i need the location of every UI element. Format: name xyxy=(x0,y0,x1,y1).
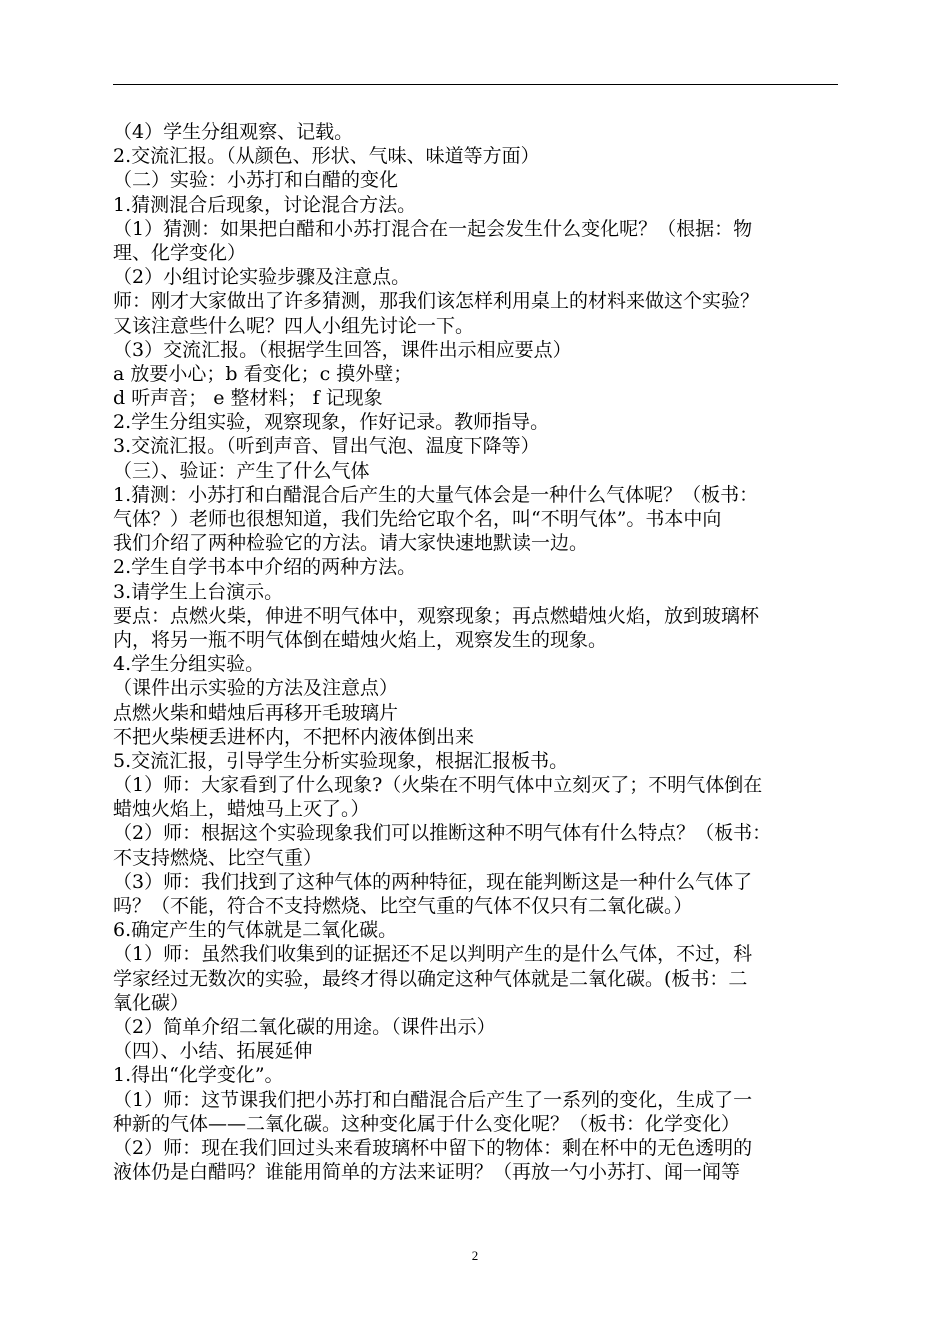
text-line: （2）师：根据这个实验现象我们可以推断这种不明气体有什么特点？（板书： xyxy=(113,822,772,845)
text-line: （1）师：虽然我们收集到的证据还不足以判明产生的是什么气体，不过，科 xyxy=(113,943,753,966)
text-line: 1.猜测混合后现象，讨论混合方法。 xyxy=(113,193,417,216)
text-line: （课件出示实验的方法及注意点） xyxy=(113,677,399,700)
text-line: 不支持燃烧、比空气重） xyxy=(113,846,323,869)
text-line: （1）猜测：如果把白醋和小苏打混合在一起会发生什么变化呢？（根据：物 xyxy=(113,217,753,240)
text-line: 2.交流汇报。（从颜色、形状、气味、味道等方面） xyxy=(113,145,540,168)
text-line: （2）简单介绍二氧化碳的用途。（课件出示） xyxy=(113,1015,496,1038)
text-line: 我们介绍了两种检验它的方法。请大家快速地默读一边。 xyxy=(113,532,589,555)
text-line: 气体？）老师也很想知道，我们先给它取个名，叫“不明气体”。书本中向 xyxy=(113,508,722,530)
text-line: d 听声音； e 整材料； f 记现象 xyxy=(113,387,383,410)
text-line: （1）师：这节课我们把小苏打和白醋混合后产生了一系列的变化，生成了一 xyxy=(113,1088,753,1111)
text-line: （四）、小结、拓展延伸 xyxy=(113,1040,313,1063)
text-line: （3）交流汇报。（根据学生回答，课件出示相应要点） xyxy=(113,338,572,361)
text-line: 要点：点燃火柴，伸进不明气体中，观察现象；再点燃蜡烛火焰，放到玻璃杯 xyxy=(113,604,760,627)
text-line: 师：刚才大家做出了许多猜测，那我们该怎样利用桌上的材料来做这个实验？ xyxy=(113,290,760,313)
text-line: 4.学生分组实验。 xyxy=(113,653,265,676)
text-line: 3.交流汇报。（听到声音、冒出气泡、温度下降等） xyxy=(113,435,540,458)
text-line: 点燃火柴和蜡烛后再移开毛玻璃片 xyxy=(113,701,399,724)
text-line: 学家经过无数次的实验，最终才得以确定这种气体就是二氧化碳。(板书：二 xyxy=(113,967,748,990)
text-line: （2）师：现在我们回过头来看玻璃杯中留下的物体：剩在杯中的无色透明的 xyxy=(113,1136,753,1159)
text-line: 1.得出“化学变化”。 xyxy=(113,1064,284,1087)
page-number: 2 xyxy=(471,1248,479,1263)
text-line: 氧化碳） xyxy=(113,991,190,1014)
header-rule xyxy=(113,84,838,85)
text-line: 5.交流汇报，引导学生分析实验现象，根据汇报板书。 xyxy=(113,749,569,772)
text-line: 液体仍是白醋吗？谁能用简单的方法来证明？（再放一勺小苏打、闻一闻等 xyxy=(113,1161,741,1184)
text-line: 蜡烛火焰上，蜡烛马上灭了。） xyxy=(113,798,370,821)
text-line: 种新的气体——二氧化碳。这种变化属于什么变化呢？（板书：化学变化） xyxy=(113,1112,741,1135)
text-line: a 放要小心；b 看变化；c 摸外壁； xyxy=(113,362,413,385)
text-line: 不把火柴梗丢进杯内，不把杯内液体倒出来 xyxy=(113,725,475,748)
text-line: （3）师：我们找到了这种气体的两种特征，现在能判断这是一种什么气体了 xyxy=(113,870,753,893)
text-line: 又该注意些什么呢？四人小组先讨论一下。 xyxy=(113,314,475,337)
text-line: （三）、验证：产生了什么气体 xyxy=(113,459,370,482)
text-line: 2.学生自学书本中介绍的两种方法。 xyxy=(113,556,417,579)
text-line: （2）小组讨论实验步骤及注意点。 xyxy=(113,266,411,289)
text-line: （4）学生分组观察、记载。 xyxy=(113,121,354,143)
text-line: 1.猜测：小苏打和白醋混合后产生的大量气体会是一种什么气体呢？（板书： xyxy=(113,483,759,506)
text-line: （1）师：大家看到了什么现象?（火柴在不明气体中立刻灭了；不明气体倒在 xyxy=(113,774,763,797)
text-line: 3.请学生上台演示。 xyxy=(113,580,284,603)
text-line: 2.学生分组实验，观察现象，作好记录。教师指导。 xyxy=(113,411,550,434)
text-line: 内，将另一瓶不明气体倒在蜡烛火焰上，观察发生的现象。 xyxy=(113,628,608,651)
body-text xyxy=(113,120,838,1184)
text-line: 6.确定产生的气体就是二氧化碳。 xyxy=(113,919,398,942)
text-line: 理、化学变化） xyxy=(113,241,247,264)
text-line: 吗？（不能，符合不支持燃烧、比空气重的气体不仅只有二氧化碳。） xyxy=(113,895,693,917)
text-line: （二）实验：小苏打和白醋的变化 xyxy=(113,169,399,192)
